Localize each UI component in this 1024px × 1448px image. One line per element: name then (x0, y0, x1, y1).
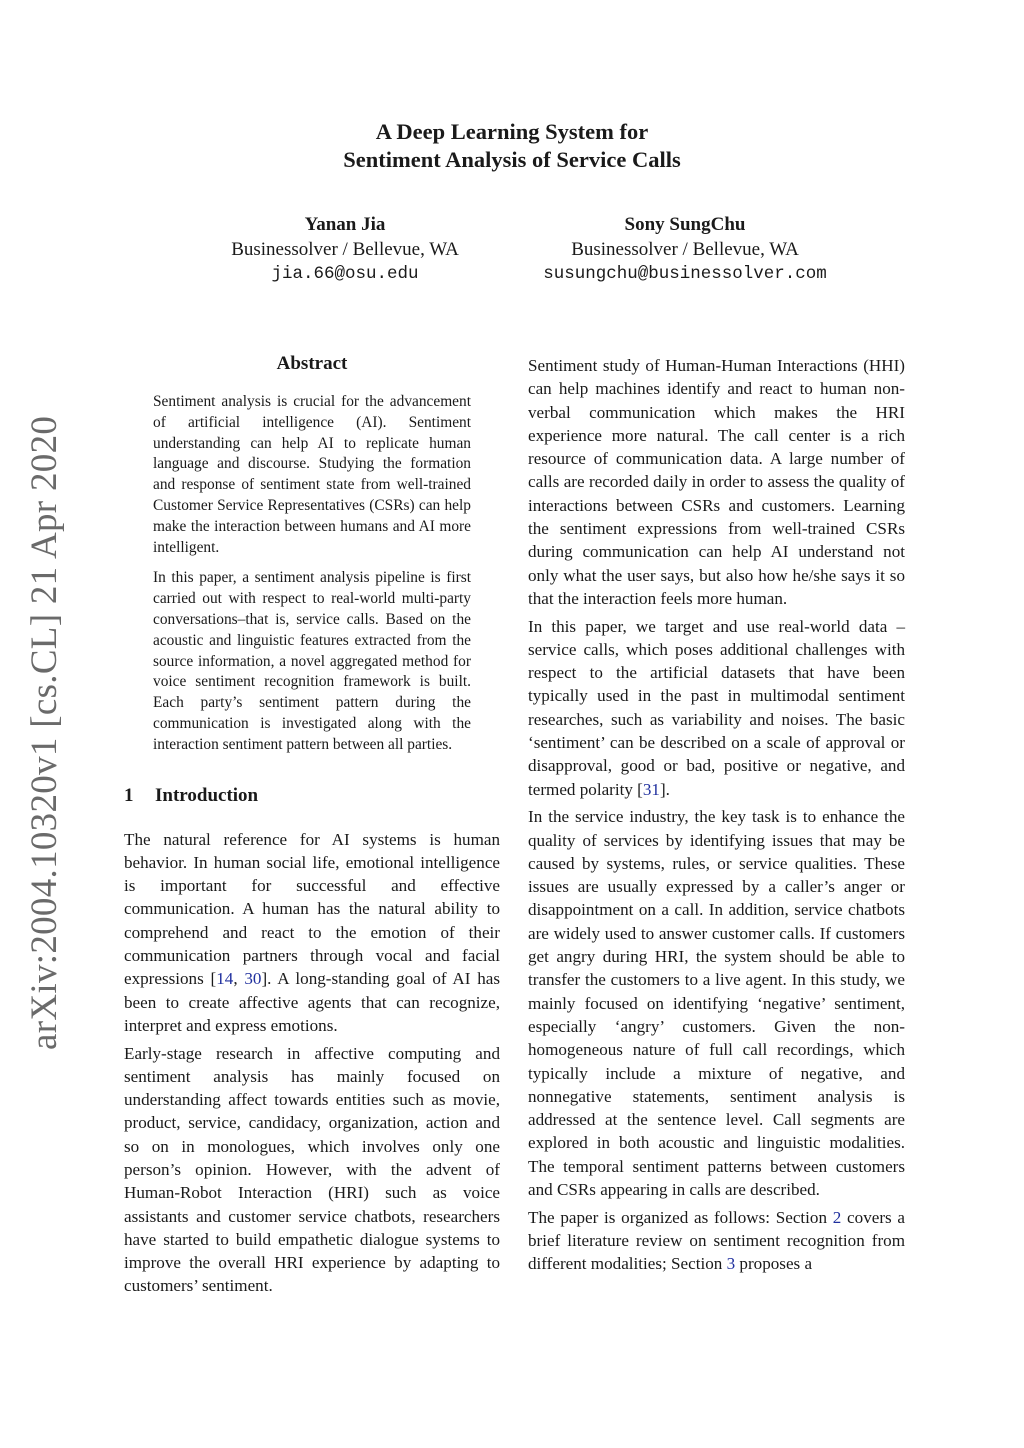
citation-link[interactable]: 31 (642, 779, 660, 799)
author-email: jia.66@osu.edu (271, 264, 419, 284)
author-block (190, 212, 500, 287)
section-title: Introduction (155, 784, 259, 806)
right-column (528, 354, 905, 1280)
paragraph-text: , (233, 969, 245, 989)
section-reference-link[interactable]: 3 (726, 1254, 736, 1274)
abstract-body (153, 392, 471, 756)
paragraph-text: In this paper, we target and use real-world data – service calls, which poses additional challenges with respect to the artificial datasets that have been typically used in the past in multimodal sentiment researches, such as variability and noises. The basic ‘sentiment’ can be described on a scale of approval or disapproval, good or bad, positive or negative, and termed polarity [ (528, 616, 905, 799)
left-column (124, 352, 500, 1302)
citation-link[interactable]: 30 (244, 969, 262, 989)
section-heading-introduction (124, 784, 500, 808)
abstract-paragraph: In this paper, a sentiment analysis pipeline is first carried out with respect to real-world multi-party conversations–that is, service calls. Based on the acoustic and linguistic features extracted from the source information, a novel aggregated method for voice sentiment recognition framework is built. Each party’s sentiment pattern during the communication is investigated along with the interaction sentiment pattern between all parties. (153, 569, 471, 753)
paragraph-text: proposes a (735, 1254, 813, 1274)
body-paragraph (124, 828, 500, 1038)
author-name: Sony SungChu (624, 214, 746, 235)
introduction-body-continued (528, 354, 905, 1275)
paper-title-line-2: Sentiment Analysis of Service Calls (343, 147, 681, 172)
author-name: Yanan Jia (304, 214, 386, 235)
paper-title-line-1: A Deep Learning System for (375, 119, 649, 144)
paper-title (212, 118, 812, 174)
section-reference-link[interactable]: 2 (832, 1207, 842, 1227)
abstract-paragraph: Sentiment analysis is crucial for the advancement of artificial intelligence (AI). Sentiment understanding can help AI to replicate human language and discourse. Studying the formation and response of sentiment state from well-trained Customer Service Representatives (CSRs) can help make the interaction between humans and AI more intelligent. (153, 393, 471, 556)
paragraph-text: The paper is organized as follows: Section (528, 1207, 833, 1227)
paragraph-text: The natural reference for AI systems is human behavior. In human social life, emotional intelligence is important for successful and effective communication. A human has the natural ability to comprehend and react to the emotion of their communication partners through vocal and facial expressions [ (124, 829, 500, 989)
body-paragraph: Sentiment study of Human-Human Interactions (HHI) can help machines identify and react to human non-verbal communication which makes the HRI experience more natural. The call center is a rich resource of communication data. A large number of calls are recorded daily in order to assess the quality of interactions between CSRs and customers. Learning the sentiment expressions from well-trained CSRs during communication can help AI understand not only what the user says, but also how he/she says it so that the interaction feels more human. (528, 356, 905, 608)
body-paragraph: In the service industry, the key task is to enhance the quality of services by identifying issues that may be caused by systems, rules, or service qualities. These issues are usually expressed by a caller’s anger or disappointment on a call. In addition, service chatbots are widely used to answer customer calls. If customers get angry during HRI, the system should be able to transfer the customers to a live agent. In this study, we mainly focused on identifying ‘negative’ sentiment, especially ‘angry’ customers. Given the non-homogeneous nature of full call recordings, which typically include a mixture of negative, and nonnegative statements, sentiment analysis is addressed at the sentence level. Call segments are explored in both acoustic and linguistic modalities. The temporal sentiment patterns between customers and CSRs appearing in calls are described. (528, 807, 905, 1199)
introduction-body (124, 828, 500, 1298)
section-number: 1 (124, 784, 134, 806)
citation-link[interactable]: 14 (216, 969, 234, 989)
paragraph-text: ]. (659, 779, 670, 799)
body-paragraph (528, 1206, 905, 1276)
author-affiliation: Businessolver / Bellevue, WA (571, 239, 799, 260)
abstract-heading: Abstract (276, 353, 348, 374)
author-affiliation: Businessolver / Bellevue, WA (231, 239, 459, 260)
author-block (505, 212, 865, 287)
body-paragraph (528, 615, 905, 801)
paragraph-text: covers a brief literature review on sentiment recognition from different modalities; Section (528, 1207, 905, 1274)
paragraph-text: ]. A long-standing goal of AI has been to create affective agents that can recognize, interpret and express emotions. (124, 969, 501, 1035)
author-email: susungchu@businessolver.com (543, 264, 827, 284)
arxiv-identifier-stamp: arXiv:2004.10320v1 [cs.CL] 21 Apr 2020 (24, 415, 65, 1050)
body-paragraph: Early-stage research in affective computing and sentiment analysis has mainly focused on understanding affect towards entities such as movie, product, service, candidacy, organization, action and so on in monologues, which involves only one person’s opinion. However, with the advent of Human-Robot Interaction (HRI) such as voice assistants and customer service chatbots, researchers have started to build empathetic dialogue systems to improve the overall HRI experience by adapting to customers’ sentiment. (124, 1043, 500, 1296)
